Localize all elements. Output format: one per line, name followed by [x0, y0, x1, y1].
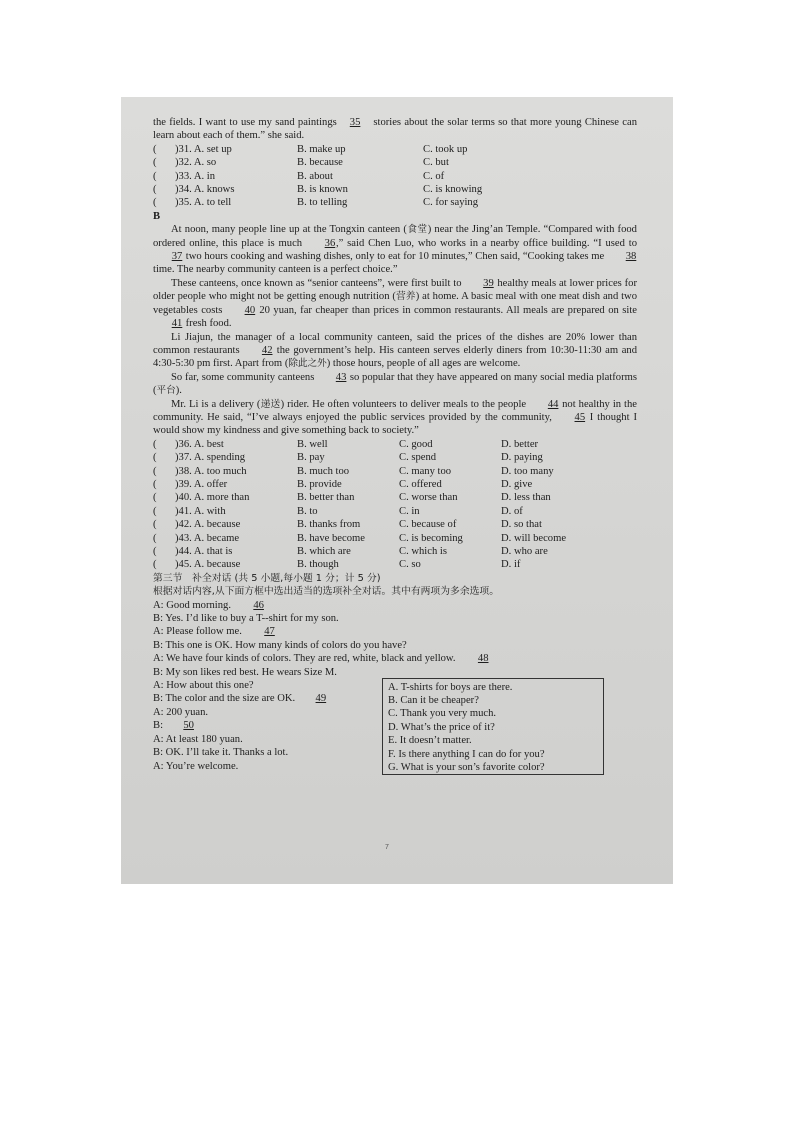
- option-c: C. of: [423, 170, 445, 182]
- option-c: C. is knowing: [423, 184, 483, 196]
- option-row: [153, 156, 637, 169]
- line-text: B:: [153, 720, 164, 732]
- options-36-45: [153, 438, 637, 572]
- option-a: )41. A. with: [175, 505, 226, 517]
- answer-paren: (: [153, 559, 157, 571]
- option-b: B. thanks from: [297, 519, 361, 531]
- box-option-f: F. Is there anything I can do for you?: [388, 748, 545, 760]
- option-d: D. less than: [501, 492, 551, 504]
- text: ).: [175, 385, 182, 397]
- line-text: A: At least 180 yuan.: [153, 733, 243, 745]
- option-d: D. will become: [501, 532, 567, 544]
- passage-b-paragraph-2: [153, 277, 637, 331]
- blank-39: 39: [483, 277, 494, 289]
- dialog-line: [153, 625, 637, 638]
- option-row: [153, 143, 637, 156]
- text: stories about the solar terms so that more young Chinese can learn about each of them.” she said.: [153, 117, 637, 142]
- option-d: D. if: [501, 559, 521, 571]
- line-text: A: We have four kinds of colors. They are red, white, black and yellow.: [153, 653, 456, 665]
- option-row: [153, 491, 637, 504]
- text: Li Jiajun, the manager of a local community canteen, said the prices of the dishes are 20% lower than common restaurants: [153, 331, 637, 356]
- box-option-g: G. What is your son’s favorite color?: [388, 762, 545, 774]
- option-row: [153, 545, 637, 558]
- answer-paren: (: [153, 184, 157, 196]
- option-d: D. so that: [501, 519, 542, 531]
- option-row: [153, 451, 637, 464]
- option-a: )42. A. because: [175, 519, 241, 531]
- option-d: D. too many: [501, 465, 554, 477]
- page-number: 7: [385, 844, 389, 851]
- answer-paren: (: [153, 452, 157, 464]
- blank-45: 45: [574, 411, 586, 423]
- blank-40: 40: [244, 304, 256, 316]
- text: These canteens, once known as “senior canteens”, were first built to: [171, 277, 462, 289]
- passage-b-paragraph-5: [153, 398, 637, 438]
- text: fresh food.: [185, 318, 232, 330]
- blank-43: 43: [335, 371, 347, 383]
- passage-b-paragraph-1: [153, 223, 637, 277]
- options-31-35: [153, 143, 637, 210]
- dialogue: [153, 599, 637, 773]
- box-option-b: B. Can it be cheaper?: [388, 695, 479, 707]
- chinese-gloss: 递送: [260, 398, 281, 410]
- blank-49: 49: [315, 693, 327, 705]
- answer-paren: (: [153, 143, 157, 155]
- option-d: D. who are: [501, 546, 548, 557]
- text: ) rider. He often volunteers to deliver meals to the people: [280, 398, 527, 410]
- option-c: C. offered: [399, 478, 442, 490]
- option-b: B. make up: [297, 143, 346, 155]
- option-row: [153, 196, 637, 209]
- option-b: B. better than: [297, 492, 355, 504]
- blank-48: 48: [477, 653, 489, 665]
- line-text: A: How about this one?: [153, 680, 254, 692]
- option-c: C. good: [399, 438, 433, 450]
- option-b: B. pay: [297, 452, 325, 464]
- blank-41: 41: [171, 318, 183, 330]
- blank-42: 42: [261, 344, 273, 356]
- chinese-gloss: 营养: [395, 291, 416, 303]
- section-b-heading: B: [153, 210, 161, 222]
- option-c: C. is becoming: [399, 532, 463, 544]
- blank-47: 47: [264, 626, 275, 638]
- text: the fields. I want to use my sand paintings: [153, 117, 337, 128]
- dialog-line: [153, 612, 637, 625]
- option-b: B. provide: [297, 478, 342, 490]
- answer-paren: (: [153, 519, 157, 531]
- option-row: [153, 505, 637, 518]
- answer-paren: (: [153, 532, 157, 544]
- option-a: )35. A. to tell: [175, 197, 232, 209]
- text: So far, some community canteens: [171, 371, 315, 383]
- option-b: B. is known: [297, 184, 348, 196]
- text: healthy meals at lower prices for older people who might not be getting enough nutrition (: [153, 277, 638, 303]
- answer-paren: (: [153, 438, 157, 450]
- blank-35: 35: [349, 117, 361, 128]
- option-c: C. many too: [399, 465, 452, 477]
- blank-44: 44: [547, 398, 559, 410]
- option-b: B. which are: [297, 546, 351, 557]
- option-d: D. give: [501, 478, 533, 490]
- option-c: C. which is: [399, 546, 447, 557]
- option-b: B. about: [297, 170, 333, 182]
- option-row: [153, 478, 637, 491]
- option-c: C. spend: [399, 452, 437, 464]
- answer-paren: (: [153, 546, 157, 557]
- option-c: C. because of: [399, 519, 457, 531]
- option-b: B. to: [297, 505, 318, 517]
- dialog-line: [153, 639, 637, 652]
- line-text: B: Yes. I’d like to buy a T--shirt for my son.: [153, 613, 339, 625]
- option-a: )40. A. more than: [175, 492, 250, 504]
- answer-paren: (: [153, 170, 157, 182]
- option-row: [153, 558, 637, 571]
- option-b: B. because: [297, 157, 343, 169]
- line-text: B: The color and the size are OK.: [153, 693, 296, 705]
- option-row: [153, 183, 637, 196]
- text: not healthy in the community. He said, “I’ve always enjoyed the public services provided by the community,: [153, 398, 637, 423]
- box-option-e: E. It doesn’t matter.: [388, 735, 472, 747]
- option-row: [153, 518, 637, 531]
- answer-paren: (: [153, 492, 157, 504]
- option-c: C. for saying: [423, 197, 479, 209]
- text: ) those hours, people of all ages are welcome.: [326, 358, 521, 370]
- option-d: D. better: [501, 438, 539, 450]
- passage-b-paragraph-3: [153, 331, 637, 371]
- option-d: D. of: [501, 505, 523, 517]
- text: two hours cooking and washing dishes, only to eat for 10 minutes,” Chen said, “Cooking takes me: [185, 251, 605, 263]
- option-c: C. so: [399, 559, 421, 571]
- option-b: B. to telling: [297, 197, 348, 209]
- box-option-a: A. T-shirts for boys are there.: [388, 681, 513, 693]
- blank-38: 38: [625, 251, 637, 263]
- chinese-gloss: 平台: [156, 385, 176, 397]
- option-a: )31. A. set up: [175, 143, 232, 155]
- chinese-gloss: 食堂: [406, 224, 428, 236]
- option-a: )44. A. that is: [175, 546, 233, 557]
- option-b: B. though: [297, 559, 339, 571]
- box-option-d: D. What’s the price of it?: [388, 721, 495, 733]
- option-a: )43. A. became: [175, 532, 240, 544]
- line-text: A: You’re welcome.: [153, 760, 239, 772]
- option-a: )32. A. so: [175, 157, 217, 169]
- option-a: )36. A. best: [175, 438, 224, 450]
- line-text: B: OK. I’ll take it. Thanks a lot.: [153, 747, 289, 759]
- blank-37: 37: [171, 251, 183, 263]
- option-c: C. worse than: [399, 492, 458, 504]
- answer-paren: (: [153, 505, 157, 517]
- line-text: A: 200 yuan.: [153, 706, 209, 718]
- option-b: B. have become: [297, 532, 365, 544]
- text: Mr. Li is a delivery (: [171, 398, 261, 410]
- answer-paren: (: [153, 197, 157, 209]
- blank-36: 36: [324, 237, 336, 249]
- option-a: )39. A. offer: [175, 478, 228, 490]
- option-a: )45. A. because: [175, 559, 241, 571]
- box-option-c: C. Thank you very much.: [388, 708, 497, 720]
- answer-paren: (: [153, 157, 157, 169]
- passage-a-end: [153, 116, 637, 143]
- passage-b-paragraph-4: [153, 371, 637, 398]
- line-text: B: My son likes red best. He wears Size M.: [153, 666, 337, 678]
- answer-paren: (: [153, 478, 157, 490]
- text: ,” said Chen Luo, who works in a nearby office building. “I used to: [335, 237, 637, 249]
- option-c: C. took up: [423, 143, 468, 155]
- option-c: C. but: [423, 157, 449, 169]
- option-row: [153, 532, 637, 545]
- option-row: [153, 465, 637, 478]
- text: time. The nearby community canteen is a perfect choice.”: [153, 264, 398, 276]
- text: 20 yuan, far cheaper than prices in common restaurants. All meals are prepared on site: [259, 304, 637, 316]
- answer-options-box: [382, 678, 604, 775]
- section-3-title: 第三节 补全对话 (共 5 小题,每小题 1 分；计 5 分): [153, 572, 381, 584]
- option-b: B. well: [297, 438, 328, 450]
- blank-50: 50: [183, 720, 194, 732]
- scanned-page-photo: [121, 97, 673, 884]
- line-text: B: This one is OK. How many kinds of colors do you have?: [153, 639, 407, 651]
- option-a: )37. A. spending: [175, 452, 246, 464]
- text: ) at home. A basic meal with one meat dish and two vegetables costs: [153, 291, 638, 316]
- text: I thought I would show my kindness and give something back to society.”: [153, 411, 637, 437]
- chinese-gloss: 除此之外: [288, 358, 327, 370]
- dialog-line: [153, 599, 637, 612]
- text: the government’s help. His canteen serves elderly diners from 10:30-11:30 am and 4:30-5:30 pm first. Apart from (: [153, 344, 637, 370]
- option-a: )33. A. in: [175, 170, 216, 182]
- text: ) near the Jing’an Temple. “Compared with food ordered online, this place is much: [153, 224, 637, 249]
- text: At noon, many people line up at the Tongxin canteen (: [171, 224, 407, 236]
- option-b: B. much too: [297, 465, 350, 477]
- option-row: [153, 438, 637, 451]
- section-3-instructions: 根据对话内容,从下面方框中选出适当的选项补全对话。其中有两项为多余选项。: [153, 586, 500, 598]
- answer-paren: (: [153, 465, 157, 477]
- option-a: )34. A. knows: [175, 184, 235, 196]
- option-d: D. paying: [501, 452, 543, 464]
- line-text: A: Please follow me.: [153, 626, 242, 638]
- option-a: )38. A. too much: [175, 465, 247, 477]
- dialog-line: [153, 652, 637, 665]
- option-c: C. in: [399, 505, 420, 517]
- text: so popular that they have appeared on many social media platforms (: [153, 371, 637, 397]
- exam-content: [153, 116, 637, 773]
- line-text: A: Good morning.: [153, 599, 231, 611]
- blank-46: 46: [253, 599, 264, 611]
- option-row: [153, 170, 637, 183]
